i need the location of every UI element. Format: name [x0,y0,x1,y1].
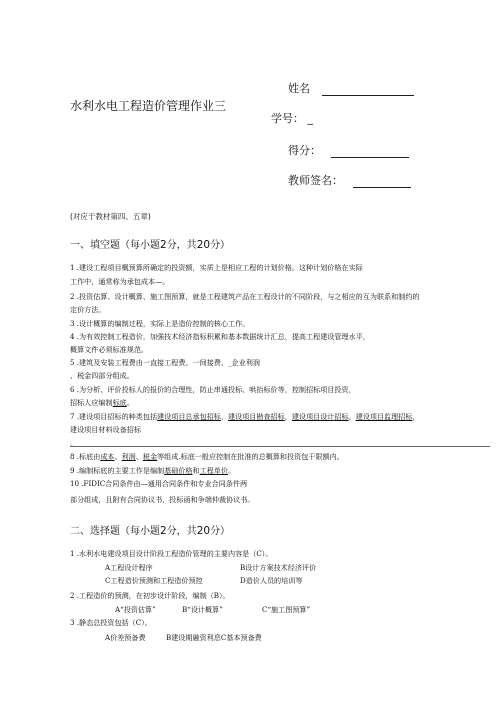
s1-q7-line1 [70,411,420,423]
s1-q6-line1: 6 .为分析、评价投标人的报价的合理性，防止串通投标、哄抬标价等，控制招标项目投资， [70,385,356,394]
score-label: 得分： [288,144,321,157]
s1-q7-u2: 建设项目勘查招标 [228,412,285,421]
name-blank [322,83,414,96]
s1-q7-sep2: ， [284,412,292,421]
s1-q2-line1: 2 .投资估算、设计概算、施工图预算，就是工程建筑产品在工程设计的不同阶段，与之相应的互为联系和制约的 [70,292,420,301]
teacher-blank [353,175,411,188]
s2-q1-opt-b: B设计方案技术经济评价 [240,563,317,572]
s1-q7-post: ， [412,412,420,421]
s1-q6-l2-post: 。 [126,398,134,407]
s2-q1-stem: 1 .水利水电建设项目设计阶段工程造价管理的主要内容是（C）。 [70,549,273,558]
s1-q9-u2: 工程单价 [199,466,228,475]
s2-q2-stem: 2 .工程造价的预测，在初步设计阶段，编制（B）。 [70,591,230,600]
section1-title-post: 分） [210,240,231,251]
s1-q6-l2-pre: 招标人应编制 [70,398,113,407]
s2-q2-opt-c: C“施工图预算” [262,605,311,614]
s1-q7-line2: 建设项目材料设备招标 [70,425,141,434]
s2-q2-opt-a: A“投资估算” [115,605,156,614]
s2-q3-opt-bc: B建设期融资利息C基本预备费 [166,633,262,642]
s1-q8-u2: 利润 [121,452,136,461]
s1-q8-u1: 成本 [100,452,115,461]
s1-q8-pre: 8 .标底由 [70,452,101,461]
section1-title-n1: 2 [160,239,167,251]
s1-q7-divider [70,446,490,447]
score-blank [331,145,409,158]
student-id-label: 学号： [271,112,304,125]
name-label: 姓名 [288,82,310,95]
s1-q7-pre: 7 .建设项目招标的种类包括 [70,412,158,421]
s1-q9-u1: 基础价格 [164,466,193,475]
s2-q1-opt-c: C工程造价预测和工程造价预控 [105,576,203,585]
s1-q9-post: 。 [228,466,236,475]
s1-q10-line2: 部分组成，且附有合同协议书，投标函和争端仲裁协议书。 [70,495,255,504]
s1-q8-post: 等组成.标底一般应控制在批准的总概算和投资包干限额内。 [157,452,344,461]
s2-q3-opt-a: A价差预备费 [105,633,146,642]
s2-q1-opt-a: A工程设计程序 [105,563,153,572]
name-row [288,80,414,96]
section2-title-n2: 20 [196,525,211,537]
s1-q4-line1: 4 .为有效控制工程造价，加强技术经济指标积累和基本数据统计汇总，提高工程建设管理水平， [70,332,370,341]
section2-title-n1: 2 [160,525,167,537]
s1-q5-line1: 5 .建筑及安装工程费由一直接工程费、一间接费、_企业利润 [70,358,260,367]
section1-title-n2: 20 [196,239,211,251]
s1-q7-u1: 建设项目总承包招标 [157,412,221,421]
s1-q7-sep3: ， [348,412,356,421]
s1-q8-s2: 、 [135,452,143,461]
s1-q9 [70,465,235,477]
s2-q3-stem: 3 .静态总投资包括（C）。 [70,618,152,627]
page-title: 水利水电工程造价管理作业三 [70,99,227,113]
s1-q10-line1: 10 .FIDIC合同条件由—通用合同条件和专业合同条件两 [70,479,248,488]
s1-q2-line2: 定价方法。 [70,305,106,314]
teacher-row [288,172,411,188]
s1-q8 [70,451,344,463]
s1-q3: 3 .设计概算的编制过程，实际上是造价控制的核心工作。 [70,319,250,328]
s1-q1-line1: 1 .建设工程项目概预算所确定的投资额，实质上是相应工程的计划价格。这种计划价格在实际 [70,263,363,272]
scope-note: (对应于教材第四、五章) [70,212,151,221]
student-id-row [271,110,313,126]
section2-title-post: 分） [210,526,231,537]
section1-title [70,236,230,251]
s1-q6-l2-underlined: 标底 [112,398,127,407]
s1-q8-u3: 税金 [142,452,158,461]
section1-title-pre: 一、填空题（每小题 [70,240,160,251]
s1-q1-line2: 工作中，通常称为承包成本—。 [70,277,170,286]
section2-title-pre: 二、选择题（每小题 [70,526,160,537]
s1-q7-u3: 建设项目设计招标 [291,412,349,421]
s1-q8-s1: 、 [114,452,122,461]
s1-q7-sep1: ， [220,412,228,421]
section2-title [70,522,230,537]
section1-title-mid: 分，共 [166,240,197,251]
score-row [288,142,409,158]
s1-q6-line2 [70,397,134,409]
teacher-label: 教师签名： [288,174,343,187]
student-id-mark: _ [307,112,313,125]
s2-q2-opt-b: B“设计概算” [182,605,223,614]
s1-q7-line3: 。 [70,439,78,448]
s1-q7-u4: 建设项目监理招标 [355,412,413,421]
s1-q5-line2: 、税金四部分组成。 [70,371,134,380]
s1-q9-pre: 9 .编制标底的主要工作是编制 [70,466,165,475]
section2-title-mid: 分，共 [166,526,197,537]
s1-q4-line2: 概算文件必须标准规范。 [70,345,149,354]
s2-q1-opt-d: D造价人员的培训等 [240,576,303,585]
s1-q9-mid: 和 [192,466,200,475]
